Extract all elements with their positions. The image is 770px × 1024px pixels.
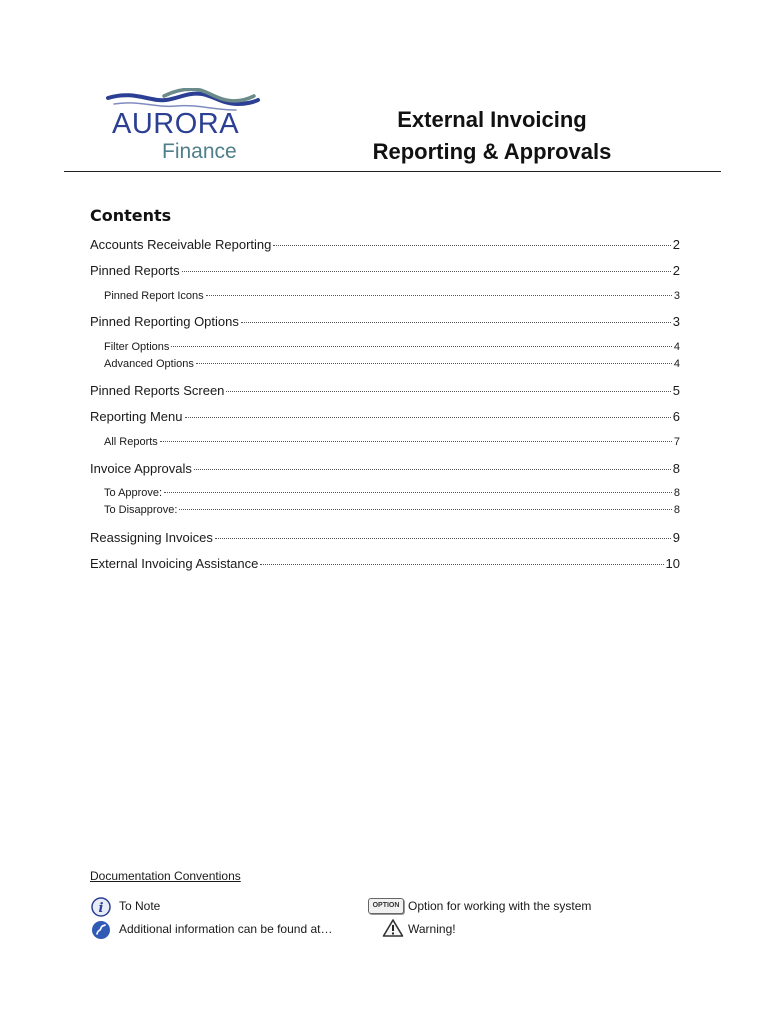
document-title-line1: External Invoicing	[397, 107, 587, 132]
toc-entry-label: Reporting Menu	[90, 409, 183, 424]
toc-entry[interactable]	[90, 237, 680, 252]
conventions-title: Documentation Conventions	[90, 869, 241, 883]
toc-entry-page: 4	[673, 358, 680, 370]
info-icon	[91, 897, 111, 917]
toc-leader	[206, 295, 672, 296]
toc-entry-page: 3	[673, 290, 680, 302]
toc-leader	[226, 391, 670, 392]
toc-entry[interactable]	[90, 530, 680, 545]
toc-entry-page: 4	[673, 341, 680, 353]
toc-entry-label: Pinned Reports Screen	[90, 383, 225, 398]
option-badge-icon: OPTION	[368, 898, 404, 914]
toc-entry-page: 2	[672, 263, 680, 278]
warning-icon	[382, 918, 404, 938]
toc-leader	[160, 441, 672, 442]
toc-leader	[260, 564, 663, 565]
toc-entry-label: Advanced Options	[104, 358, 194, 370]
toc-entry-page: 5	[672, 383, 680, 398]
convention-additional-label: Additional information can be found at…	[119, 922, 333, 936]
toc-entry-page: 3	[672, 314, 680, 329]
toc-entry[interactable]	[90, 314, 680, 329]
toc-entry-page: 2	[672, 237, 680, 252]
toc-entry[interactable]	[90, 556, 680, 571]
toc-entry[interactable]	[90, 409, 680, 424]
toc-entry-page: 8	[673, 504, 680, 516]
toc-entry-label: Pinned Report Icons	[104, 290, 204, 302]
convention-note-label: To Note	[119, 899, 161, 913]
aurora-finance-logo	[104, 88, 264, 168]
toc-leader	[185, 417, 671, 418]
toc-subentry[interactable]	[104, 358, 680, 370]
toc-entry-page: 8	[672, 461, 680, 476]
toc-leader	[273, 245, 670, 246]
toc-entry-label: Filter Options	[104, 341, 170, 353]
toc-entry-label: To Approve:	[104, 487, 163, 499]
toc-entry[interactable]	[90, 383, 680, 398]
toc-leader	[164, 492, 672, 493]
toc-entry-label: Accounts Receivable Reporting	[90, 237, 272, 252]
toc-entry-label: External Invoicing Assistance	[90, 556, 259, 571]
toc-entry-label: Reassigning Invoices	[90, 530, 213, 545]
toc-leader	[171, 346, 671, 347]
link-icon	[91, 920, 111, 940]
toc-entry-label: Invoice Approvals	[90, 461, 192, 476]
toc-leader	[196, 363, 672, 364]
toc-heading: Contents	[90, 206, 172, 225]
convention-warning-label: Warning!	[408, 922, 456, 936]
svg-text:i: i	[98, 901, 104, 916]
toc-leader	[194, 469, 671, 470]
toc-leader	[179, 509, 672, 510]
toc-entry-page: 9	[672, 530, 680, 545]
toc-entry-label: All Reports	[104, 436, 158, 448]
toc-leader	[215, 538, 671, 539]
toc-leader	[182, 271, 671, 272]
header-divider	[64, 171, 721, 172]
logo-word: AURORA	[112, 108, 240, 140]
toc-subentry[interactable]	[104, 487, 680, 499]
toc-entry-page: 7	[673, 436, 680, 448]
toc-entry-label: Pinned Reports	[90, 263, 180, 278]
logo-subtitle: Finance	[162, 140, 237, 163]
toc-subentry[interactable]	[104, 504, 680, 516]
document-title-line2: Reporting & Approvals	[372, 139, 612, 164]
toc-subentry[interactable]	[104, 436, 680, 448]
toc-entry[interactable]	[90, 461, 680, 476]
toc-subentry[interactable]	[104, 341, 680, 353]
convention-option-label: Option for working with the system	[408, 899, 592, 913]
toc-entry-label: Pinned Reporting Options	[90, 314, 239, 329]
toc-entry-page: 6	[672, 409, 680, 424]
toc-entry-page: 8	[673, 487, 680, 499]
toc-entry-label: To Disapprove:	[104, 504, 178, 516]
toc-entry-page: 10	[665, 556, 680, 571]
toc-leader	[241, 322, 671, 323]
toc-subentry[interactable]	[104, 290, 680, 302]
toc-entry[interactable]	[90, 263, 680, 278]
